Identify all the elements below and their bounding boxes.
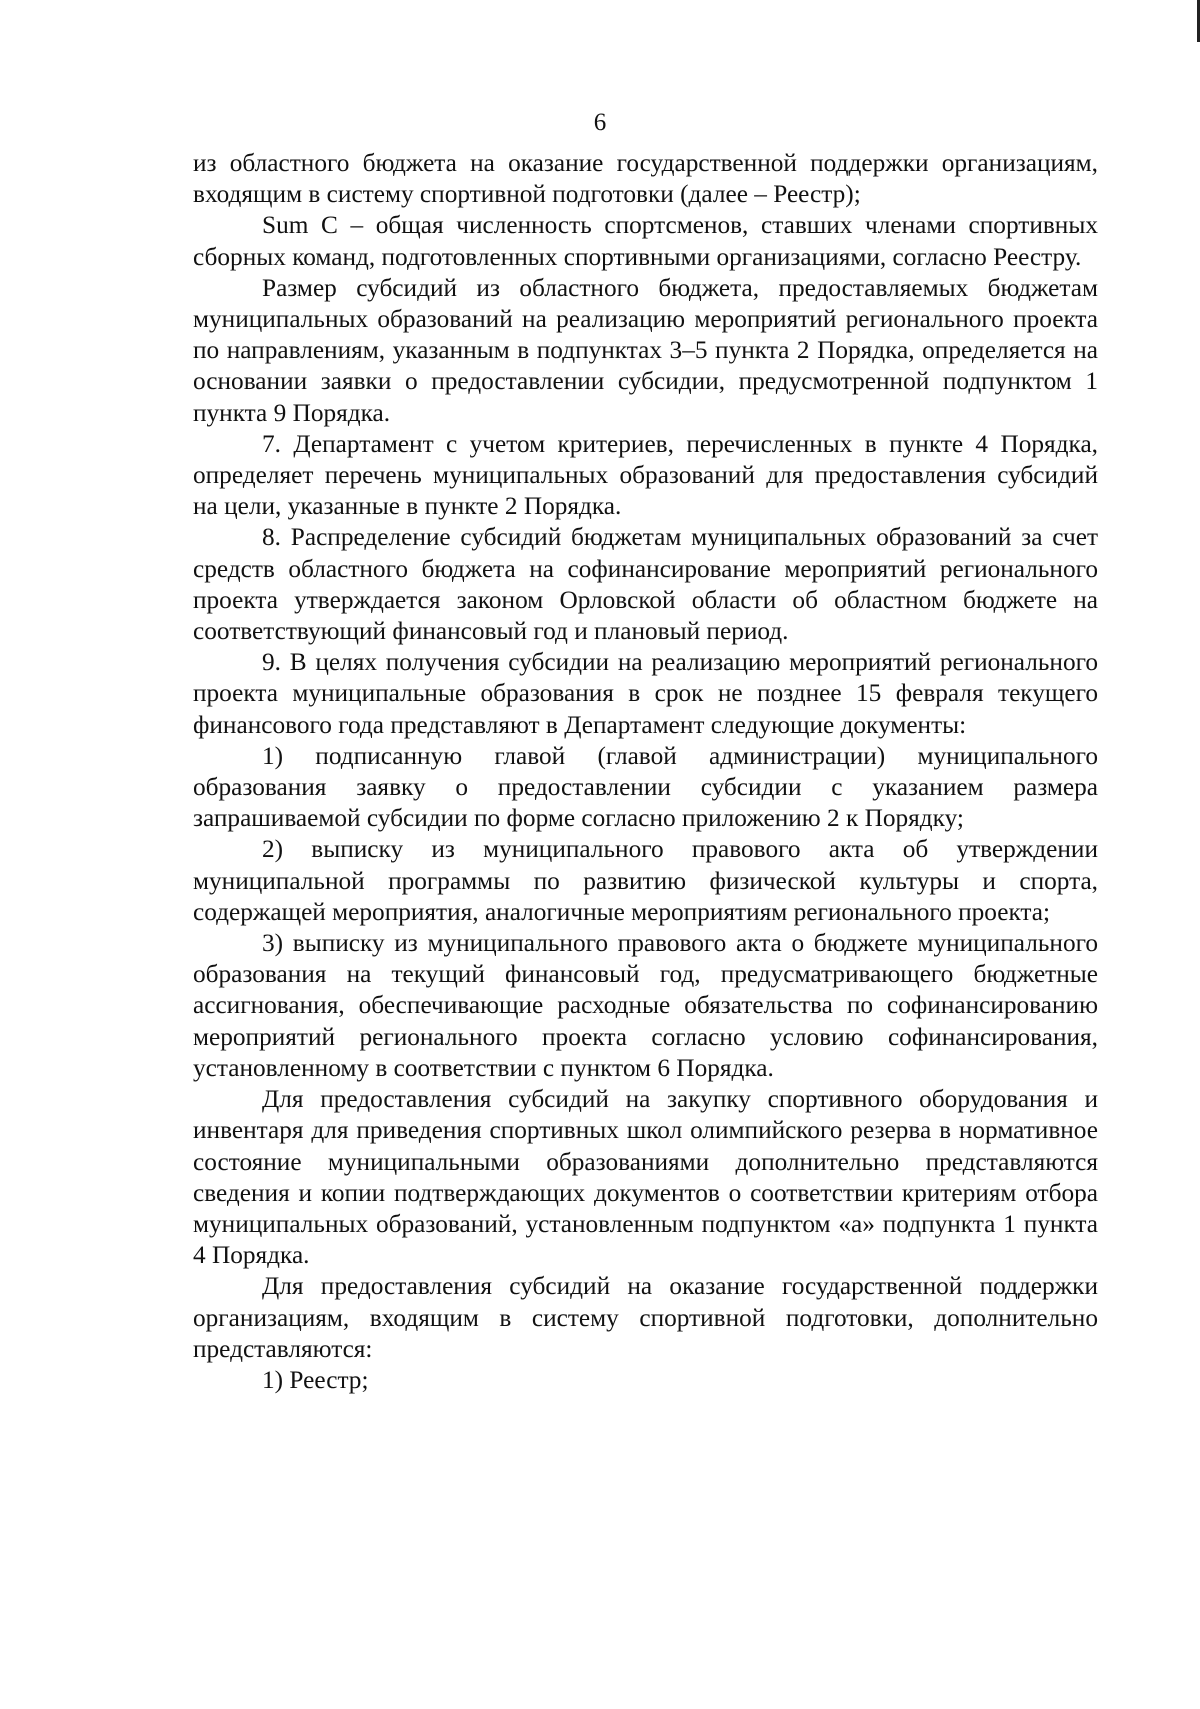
- paragraph: 7. Департамент с учетом критериев, перечисленных в пункте 4 Порядка, определяет перечень муниципальных образований для предоставления субсидий на цели, указанные в пункте 2 Порядка.: [193, 429, 1098, 521]
- document-body: [193, 148, 1098, 1396]
- paragraph: 8. Распределение субсидий бюджетам муниципальных образований за счет средств областного бюджета на софинансирование мероприятий регионального проекта утверждается законом Орловской области об областном бюджете на соответствующий финансовый год и плановый период.: [193, 523, 1098, 646]
- paragraph: Sum C – общая численность спортсменов, ставших членами спортивных сборных команд, подготовленных спортивными организациями, согласно Реестру.: [193, 211, 1098, 271]
- paragraph: 9. В целях получения субсидии на реализацию мероприятий регионального проекта муниципальные образования в срок не позднее 15 февраля текущего финансового года представляют в Департамент следующие документы:: [193, 648, 1098, 739]
- paragraph: Для предоставления субсидий на оказание государственной поддержки организациям, входящим в систему спортивной подготовки, дополнительно представляются:: [193, 1272, 1098, 1363]
- list-item: 1) Реестр;: [262, 1365, 369, 1394]
- list-item: 2) выписку из муниципального правового акта об утверждении муниципальной программы по развитию физической культуры и спорта, содержащей мероприятия, аналогичные мероприятиям регионального проекта;: [193, 835, 1098, 926]
- page-number: 6: [593, 109, 607, 136]
- paragraph: Для предоставления субсидий на закупку спортивного оборудования и инвентаря для приведения спортивных школ олимпийского резерва в нормативное состояние муниципальными образованиями дополнительно представляются сведения и копии подтверждающих документов о соответствии критериям отбора муниципальных образований, установленным подпунктом «а» подпункта 1 пункта 4 Порядка.: [193, 1085, 1098, 1270]
- paragraph: Размер субсидий из областного бюджета, предоставляемых бюджетам муниципальных образований на реализацию мероприятий регионального проекта по направлениям, указанным в подпунктах 3–5 пункта 2 Порядка, определяется на основании заявки о предоставлении субсидии, предусмотренной подпунктом 1 пункта 9 Порядка.: [193, 273, 1098, 427]
- list-item: 1) подписанную главой (главой администрации) муниципального образования заявку о предоставлении субсидии с указанием размера запрашиваемой субсидии по форме согласно приложению 2 к Порядку;: [193, 741, 1098, 833]
- list-item: 3) выписку из муниципального правового акта о бюджете муниципального образования на текущий финансовый год, предусматривающего бюджетные ассигнования, обеспечивающие расходные обязательства по софинансированию мероприятий регионального проекта согласно условию софинансирования, установленному в соответствии с пунктом 6 Порядка.: [193, 929, 1098, 1082]
- paragraph: из областного бюджета на оказание государственной поддержки организациям, входящим в систему спортивной подготовки (далее – Реестр);: [193, 149, 1098, 209]
